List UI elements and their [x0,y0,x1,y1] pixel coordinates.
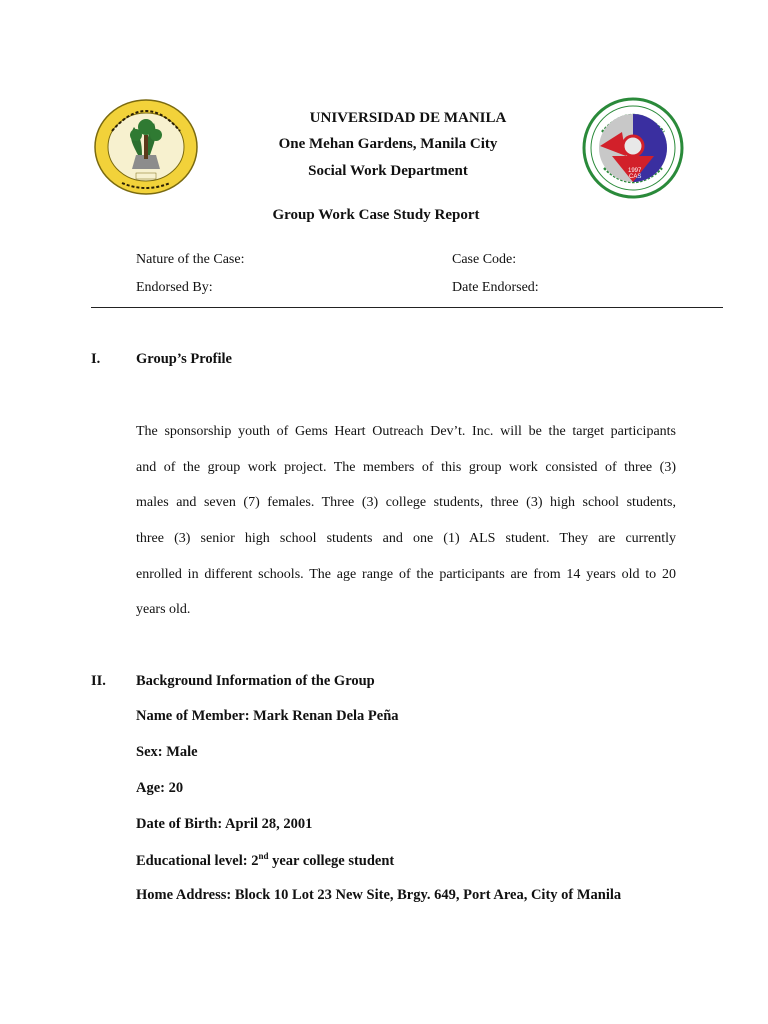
svg-text:1997: 1997 [628,168,642,174]
university-seal-logo [92,97,200,197]
profile-paragraph-line: The sponsorship youth of Gems Heart Outreach Dev’t. Inc. will be the target participants [136,424,676,439]
date-endorsed-label: Date Endorsed: [452,280,539,295]
education-level-suffix: year college student [268,853,395,869]
member-dob-field: Date of Birth: April 28, 2001 [136,816,313,832]
svg-text:CAS: CAS [629,174,642,180]
endorsed-by-label: Endorsed By: [136,280,213,295]
ordinal-suffix: nd [258,851,269,861]
section-title-background: Background Information of the Group [136,673,375,689]
member-name-field: Name of Member: Mark Renan Dela Peña [136,708,399,724]
profile-paragraph-line: enrolled in different schools. The age range of the participants are from 14 years old to 20 [136,567,676,582]
member-education-field [136,851,394,870]
member-sex-field: Sex: Male [136,744,198,760]
profile-paragraph-line: three (3) senior high school students and one (1) ALS student. They are currently [136,531,676,546]
department-name: Social Work Department [308,163,468,179]
university-address: One Mehan Gardens, Manila City [278,136,498,152]
case-code-label: Case Code: [452,252,517,267]
nature-of-case-label: Nature of the Case: [136,252,245,267]
member-age-field: Age: 20 [136,780,184,796]
header-divider [91,307,723,308]
section-number-background: II. [91,673,106,689]
university-name: UNIVERSIDAD DE MANILA [309,110,507,126]
social-work-department-seal-logo [582,96,684,200]
member-address-field: Home Address: Block 10 Lot 23 New Site, Brgy. 649, Port Area, City of Manila [136,887,622,903]
section-title-profile: Group’s Profile [136,351,232,367]
report-title: Group Work Case Study Report [272,207,480,223]
education-level-text: Educational level: 2 [136,853,259,869]
profile-paragraph-line: and of the group work project. The members of this group work consisted of three (3) [136,460,676,475]
section-number-profile: I. [91,351,101,367]
profile-paragraph-line: males and seven (7) females. Three (3) college students, three (3) high school students, [136,495,676,510]
profile-paragraph-line: years old. [136,602,191,617]
